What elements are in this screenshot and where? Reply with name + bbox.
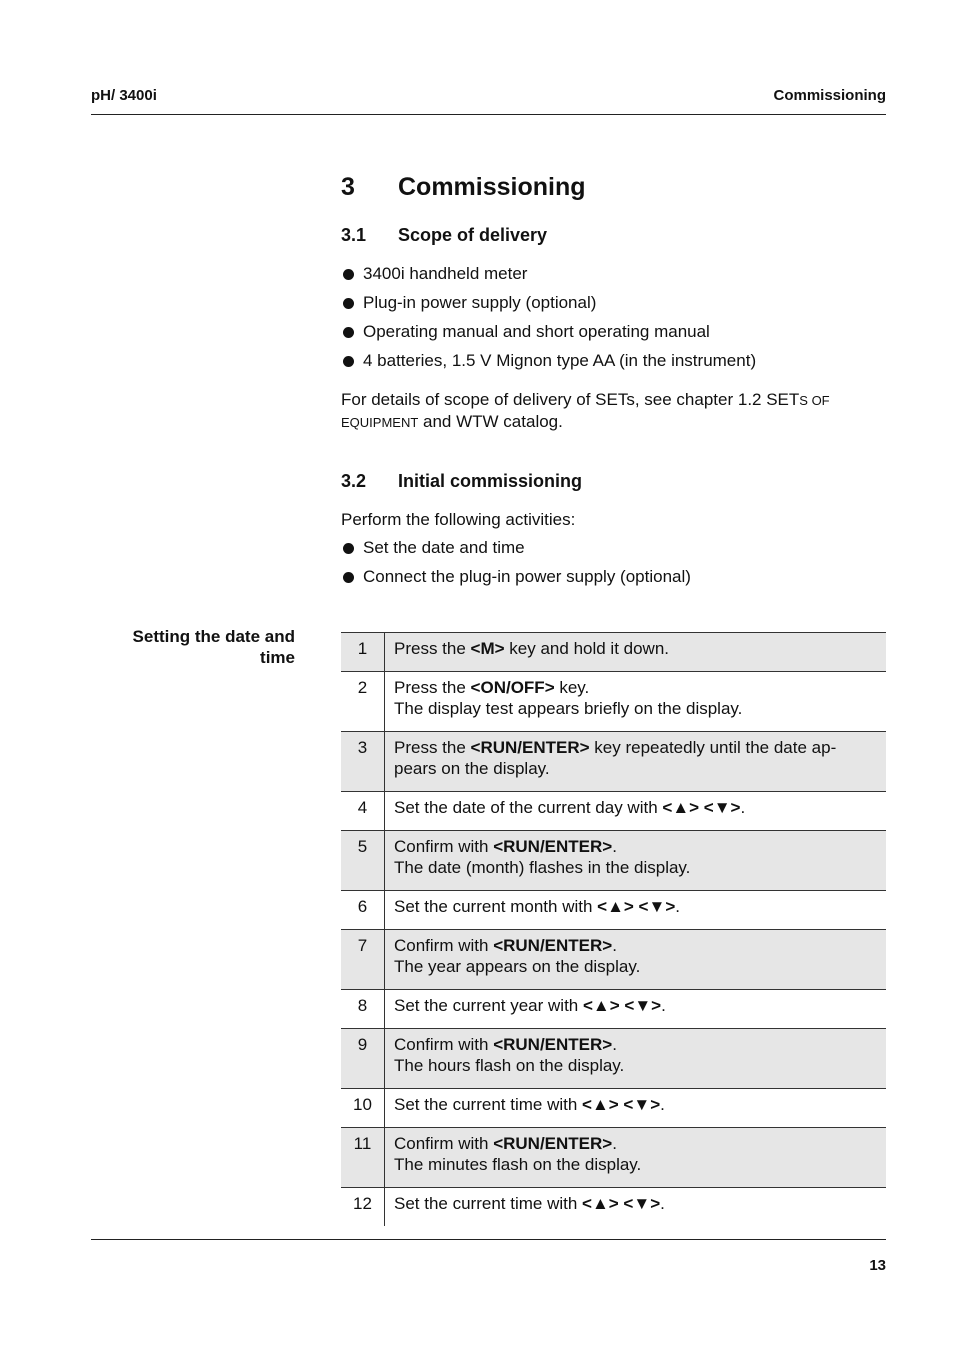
step-text-part: .: [660, 1095, 665, 1114]
key-label: <▲> <▼>: [582, 1194, 661, 1213]
delivery-note: [341, 389, 886, 433]
step-number: 6: [341, 891, 385, 930]
step-text: [385, 672, 887, 732]
table-row: [341, 891, 886, 930]
step-text: [385, 792, 887, 831]
section-heading-scope: [341, 225, 547, 246]
step-number: 4: [341, 792, 385, 831]
step-text: [385, 930, 887, 990]
step-number: 8: [341, 990, 385, 1029]
table-row: [341, 1089, 886, 1128]
step-number: 11: [341, 1128, 385, 1188]
step-text-part: Press the: [394, 639, 471, 658]
step-text-part: Set the current year with: [394, 996, 583, 1015]
key-label: <▲> <▼>: [582, 1095, 661, 1114]
table-row: [341, 990, 886, 1029]
table-row: [341, 633, 886, 672]
step-text: [385, 633, 887, 672]
steps-table: [341, 632, 886, 1226]
table-row: [341, 732, 886, 792]
section-heading-commissioning: [341, 471, 582, 492]
table-row: [341, 792, 886, 831]
list-item: 3400i handheld meter: [341, 264, 756, 293]
header-chapter: Commissioning: [773, 87, 886, 104]
step-text-part: key and hold it down.: [504, 639, 670, 658]
chapter-title: Commissioning: [398, 173, 586, 201]
list-item: Operating manual and short operating manual: [341, 322, 756, 351]
table-row: [341, 831, 886, 891]
step-text-part: .: [661, 996, 666, 1015]
step-detail: The hours flash on the display.: [394, 1056, 625, 1075]
step-text: [385, 1188, 887, 1227]
section-title: Initial commissioning: [398, 471, 583, 491]
list-item: Set the date and time: [341, 538, 691, 567]
section-title: Scope of delivery: [398, 225, 548, 245]
key-label: <RUN/ENTER>: [493, 936, 613, 955]
table-row: [341, 1188, 886, 1227]
step-number: 7: [341, 930, 385, 990]
step-number: 3: [341, 732, 385, 792]
step-text: [385, 1128, 887, 1188]
step-detail: The year appears on the display.: [394, 957, 641, 976]
key-label: <RUN/ENTER>: [470, 738, 590, 757]
step-text-part: .: [740, 798, 746, 817]
step-text-part: Confirm with: [394, 1134, 494, 1153]
section-number: 3.2: [341, 471, 367, 491]
step-text: [385, 732, 887, 792]
step-text-part: Press the: [394, 678, 471, 697]
chapter-heading: [341, 173, 586, 202]
list-item: Plug-in power supply (optional): [341, 293, 756, 322]
step-text-part: Press the: [394, 738, 471, 757]
step-text-part: .: [612, 936, 617, 955]
step-text-part: key.: [554, 678, 590, 697]
step-number: 1: [341, 633, 385, 672]
activities-list: [341, 538, 691, 596]
step-text: [385, 831, 887, 891]
key-label: <▲> <▼>: [597, 897, 676, 916]
step-text-part: .: [675, 897, 680, 916]
header-divider: [91, 114, 886, 115]
delivery-list: [341, 264, 756, 380]
step-text-part: .: [612, 1035, 617, 1054]
note-text: For details of scope of delivery of SETs, see chapter 1.2 SET: [341, 390, 800, 409]
step-number: 12: [341, 1188, 385, 1227]
step-number: 9: [341, 1029, 385, 1089]
key-label: <▲> <▼>: [582, 996, 662, 1015]
list-item: Connect the plug-in power supply (optional): [341, 567, 691, 596]
key-label: <ON/OFF>: [470, 678, 555, 697]
step-text-part: Set the date of the current day with: [394, 798, 663, 817]
step-text: [385, 891, 887, 930]
step-text: [385, 1089, 887, 1128]
activities-intro: Perform the following activities:: [341, 510, 576, 529]
header-product: pH/ 3400i: [91, 87, 157, 104]
footer-divider: [91, 1239, 886, 1240]
step-text: [385, 1029, 887, 1089]
step-text-part: .: [660, 1194, 665, 1213]
key-label: <RUN/ENTER>: [493, 837, 613, 856]
list-item: 4 batteries, 1.5 V Mignon type AA (in the instrument): [341, 351, 756, 380]
section-number: 3.1: [341, 225, 367, 245]
table-row: [341, 1029, 886, 1089]
side-label: [100, 626, 295, 668]
note-text: and WTW catalog.: [418, 412, 563, 431]
side-label-line: Setting the date and: [132, 627, 295, 646]
chapter-number: 3: [341, 173, 355, 201]
page-number: 13: [869, 1257, 886, 1274]
table-row: [341, 1128, 886, 1188]
table-row: [341, 672, 886, 732]
step-detail: The date (month) flashes in the display.: [394, 858, 691, 877]
step-number: 10: [341, 1089, 385, 1128]
step-text-part: Confirm with: [394, 936, 494, 955]
step-text-part: Set the current time with: [394, 1194, 583, 1213]
step-text-part: Confirm with: [394, 1035, 494, 1054]
step-number: 2: [341, 672, 385, 732]
step-detail: The display test appears briefly on the display.: [394, 699, 743, 718]
key-label: <▲> <▼>: [662, 798, 741, 817]
key-label: <M>: [470, 639, 505, 658]
table-row: [341, 930, 886, 990]
step-text-part: .: [612, 1134, 617, 1153]
step-text: [385, 990, 887, 1029]
step-text-part: Set the current time with: [394, 1095, 583, 1114]
step-text-part: Confirm with: [394, 837, 494, 856]
key-label: <RUN/ENTER>: [493, 1134, 613, 1153]
key-label: <RUN/ENTER>: [493, 1035, 613, 1054]
step-number: 5: [341, 831, 385, 891]
note-smallcaps: S OF: [799, 393, 830, 408]
step-detail: The minutes flash on the display.: [394, 1155, 642, 1174]
step-text-part: .: [612, 837, 617, 856]
step-detail: pears on the display.: [394, 759, 550, 778]
side-label-line: time: [260, 648, 295, 667]
step-text-part: Set the current month with: [394, 897, 598, 916]
note-smallcaps: EQUIPMENT: [341, 415, 419, 430]
step-text-part: key repeatedly until the date ap-: [589, 738, 837, 757]
